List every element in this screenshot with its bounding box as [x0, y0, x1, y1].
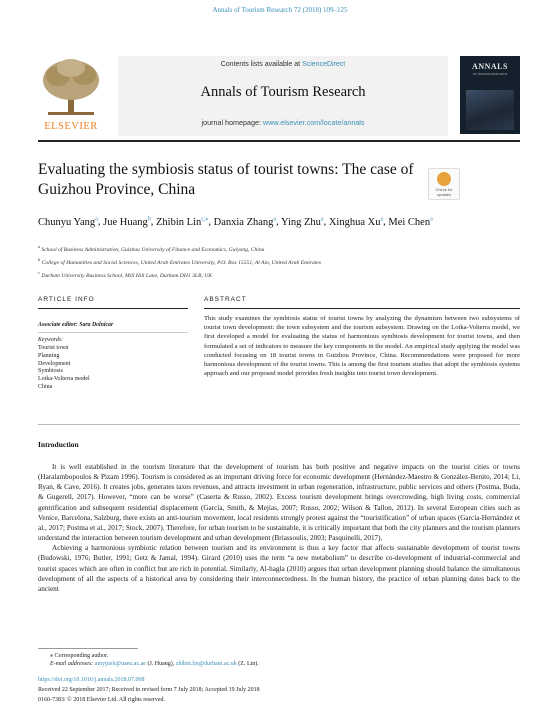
author[interactable]: Zhibin Lin$^{c,⁎}$ [155, 216, 209, 228]
journal-banner [118, 56, 448, 136]
homepage-link[interactable]: www.elsevier.com/locate/annals [263, 118, 365, 127]
check-updates-label: Check for updates [435, 187, 453, 197]
masthead [38, 56, 520, 136]
affiliation-marker[interactable]: a [380, 216, 384, 222]
cover-image [466, 90, 514, 130]
author[interactable]: Jue Huang$^b$ [103, 216, 151, 228]
abstract-text: This study examines the symbiosis status of tourist towns by analyzing the dynamism between two subsystems of tourist town development: the town subsystem and the tourism subsystem. Drawing on the Lotka-Volterra model, we first developed a model for evaluating the status of harmonious symbiosis development for tourist towns, and then formulated a set of indicators to measure the key components in the model. An empirical study applying the model was conducted focusing on 18 tourist towns in Guizhou Province, China. Recommendations were proposed for more harmonious development of the tourist towns. This is among the first tourism studies that adopt the symbiosis systems approach and our proposed model provides fresh insights into tourist town development. [204, 315, 520, 378]
article-title: Evaluating the symbiosis status of tourist towns: The case of Guizhou Province, China [38, 161, 414, 198]
email-owner: (J. Huang), [145, 661, 176, 667]
check-for-updates-button[interactable] [428, 168, 460, 200]
section-heading-introduction: Introduction [38, 440, 79, 449]
author[interactable]: Danxia Zhang$^a$ [213, 216, 277, 228]
journal-cover[interactable] [460, 56, 520, 134]
publisher-name: ELSEVIER [44, 121, 98, 132]
header-divider [38, 140, 520, 142]
footnote-divider [38, 648, 138, 649]
affiliation-marker[interactable]: a [273, 216, 277, 222]
elsevier-logo[interactable] [38, 56, 104, 132]
keyword-list [38, 345, 188, 392]
introduction-body [38, 462, 520, 594]
body-paragraph: Achieving a harmonious symbiotic relation between tourism and its environment is thus a key factor that affects sustainable development of tourist towns (Budowski, 1976; Butler, 1991; Getz & Jamal, 1994). Girard (2010) uses the term “a new metabolism” to describe co-development of industrial-commercial and tourist spaces which are often in conflict but are rich in potential. Similarly, Al-hagla (2010) argues that urban development planning should balance the simultaneous development of all the aspects of a historical area by considering their interconnectedness. In the human history, the practice of urban planning dates back to the ancient [38, 544, 520, 593]
info-separator [38, 332, 188, 333]
affiliation-list [38, 242, 518, 281]
cover-subtitle: OF TOURISM RESEARCH [472, 72, 508, 76]
cover-title: ANNALS [472, 62, 508, 71]
abstract-bottom-divider [38, 424, 520, 425]
journal-reference[interactable]: Annals of Tourism Research 72 (2018) 109–125 [212, 6, 348, 14]
affiliation-marker[interactable]: c,⁎ [201, 216, 209, 222]
homepage-line [118, 118, 448, 127]
author[interactable]: Ying Zhu$^a$ [280, 216, 324, 228]
affiliation: $^b$ College of Humanities and Social Sciences, United Arab Emirates University, P.O. Box 15551, Al Ain, United Arab Emirates [38, 256, 321, 266]
associate-editor: Associate editor: Sara Dolnicar [38, 322, 114, 328]
article-dates: Received 22 September 2017; Received in revised form 7 July 2018; Accepted 19 July 2018 [38, 687, 260, 693]
contents-line [118, 61, 448, 68]
abstract-heading: ABSTRACT [204, 296, 247, 303]
email-owner: (Z. Lin). [236, 661, 259, 667]
journal-title: Annals of Tourism Research [200, 84, 366, 100]
tree-icon [38, 56, 104, 118]
contents-prefix: Contents lists available at [220, 61, 303, 68]
email-link[interactable]: amyjueh@uaeu.ac.ae [94, 661, 146, 667]
author[interactable]: Xinghua Xu$^a$ [328, 216, 384, 228]
affiliation: $^c$ Durham University Business School, Mill Hill Lane, Durham DH1 3LB, UK [38, 269, 212, 279]
keyword: China [38, 383, 53, 390]
keyword: Tourist town [38, 345, 69, 351]
affiliation-marker[interactable]: a [320, 216, 324, 222]
info-divider [38, 308, 188, 309]
corresponding-author-note: ⁎ Corresponding author. [50, 653, 109, 659]
keyword: Planning [38, 352, 60, 359]
keyword: Development [38, 360, 71, 367]
homepage-prefix: journal homepage: [201, 118, 264, 127]
author[interactable]: Mei Chen$^a$ [388, 216, 433, 228]
affiliation-marker[interactable]: b [147, 216, 151, 222]
check-updates-icon [437, 172, 451, 186]
keywords-label: Keywords: [38, 337, 63, 343]
copyright-notice: 0160-7383/ © 2018 Elsevier Ltd. All rights reserved. [38, 697, 166, 703]
keyword: Symbiosis [38, 368, 64, 375]
email-addresses [50, 661, 259, 667]
email-label: E-mail addresses: [50, 661, 95, 667]
body-paragraph: It is well established in the tourism literature that the development of tourism has both positive and negative impacts on the tourist cities or towns (Haralambopoulos & Pizam 1996). Tourism is considered as an important driving force for economic development (Hernández-Maestro & González-Benito, 2014; Li, Ryan, & Cave, 2016). It creates jobs, generates taxes revenues, and attracts investment in urban regeneration, infrastructure, public services and others (Postma, Buda, & Gugerell, 2017). However, “more can be worse” (Caserta & Russo, 2002). Excess tourism development brings overcrowding, high living costs, commercial gentrification and subsequent residential displacement (García, Smith, & Mejías, 2007; Russo, 2002; Wilson & Tallon, 2012). In several European cities such as Venice, Barcelona, Salzburg, there exists an anti-tourism movement, local residents strongly protest against the “touristification” of urban spaces (García-Hernández et al., 2017; Postma et al., 2017; Stock, 2007). Therefore, for urban tourism to be sustainable, it is critically important that both the city planners and the tourism planners understand the interaction between tourism development and urban development (Briassoulis, 2003; Pasquinelli, 2017). [38, 463, 520, 543]
abstract-divider [204, 308, 520, 309]
sciencedirect-link[interactable]: ScienceDirect [302, 61, 346, 68]
author[interactable]: Chunyu Yang$^a$ [38, 216, 98, 228]
doi-link[interactable]: https://doi.org/10.1016/j.annals.2018.07.008 [38, 677, 145, 683]
affiliation: $^a$ School of Business Administration, Guizhou University of Finance and Economics, Guiyang, China [38, 244, 265, 253]
affiliation-marker[interactable]: a [95, 216, 98, 222]
article-info-heading: ARTICLE INFO [38, 296, 95, 303]
email-link[interactable]: zhibin.lin@durham.ac.uk [175, 661, 237, 667]
author-list: Chunyu Yang$^a$, Jue Huang$^b$, Zhibin Lin$^{c,⁎}$, Danxia Zhang$^a$, Ying Zhu$^a$, Xinghua Xu$^a$, Mei Chen$^a$ [38, 216, 433, 228]
keyword: Lotka-Volterra model [38, 376, 90, 383]
affiliation-marker[interactable]: a [430, 216, 433, 222]
